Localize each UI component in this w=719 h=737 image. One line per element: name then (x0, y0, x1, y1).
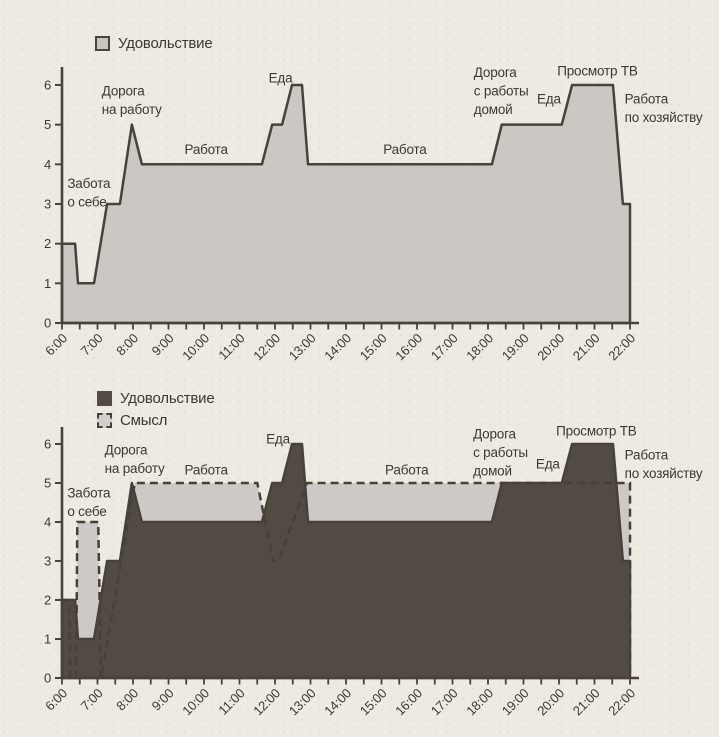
series-Удовольствие-area (62, 85, 630, 323)
series-Удовольствие-area (62, 444, 630, 678)
x-tick-label: 21:00 (569, 330, 603, 364)
x-tick-label: 22:00 (605, 330, 639, 364)
annotation-label: домой (473, 463, 512, 479)
annotation-label: Работа (184, 462, 228, 478)
x-tick-label: 6:00 (42, 330, 71, 359)
legend-label-meaning: Смысл (120, 412, 168, 429)
x-tick-label: 14:00 (321, 685, 355, 719)
annotation-label: Еда (535, 456, 560, 472)
x-tick-label: 18:00 (463, 330, 497, 364)
x-tick-label: 14:00 (321, 330, 355, 364)
y-tick-label: 6 (43, 77, 51, 93)
annotation-label: Работа (624, 91, 669, 107)
x-tick-label: 11:00 (215, 685, 248, 718)
x-tick-label: 17:00 (427, 330, 461, 364)
x-tick-label: 16:00 (392, 685, 426, 719)
annotation-label: с работы (473, 445, 528, 461)
y-tick-label: 1 (43, 631, 51, 647)
x-tick-label: 11:00 (215, 330, 248, 363)
x-tick-label: 9:00 (148, 685, 177, 714)
legend-swatch-meaning-dashed (97, 413, 112, 428)
x-tick-label: 9:00 (148, 330, 177, 359)
x-tick-label: 13:00 (285, 685, 319, 719)
x-tick-label: 20:00 (534, 685, 568, 719)
annotation-label: по хозяйству (624, 466, 703, 482)
x-tick-label: 6:00 (42, 685, 71, 714)
annotation-label: Еда (268, 70, 293, 86)
x-tick-label: 10:00 (179, 685, 213, 719)
pleasure-chart (42, 64, 703, 364)
x-tick-label: 15:00 (356, 685, 390, 719)
legend-pleasure-top (95, 36, 213, 51)
annotation-label: Еда (266, 431, 290, 447)
legend-pleasure-bottom (97, 391, 215, 406)
x-tick-label: 12:00 (250, 330, 284, 364)
annotation-label: Работа (184, 142, 228, 158)
annotation-label: о себе (67, 503, 107, 519)
annotation-label: Забота (67, 485, 111, 501)
y-tick-label: 6 (43, 436, 51, 452)
annotation-label: Дорога (101, 83, 145, 99)
x-tick-label: 19:00 (498, 685, 532, 719)
x-tick-label: 7:00 (77, 685, 106, 714)
legend-swatch-pleasure-light (95, 36, 110, 51)
x-tick-label: 10:00 (179, 330, 213, 364)
y-tick-label: 5 (43, 475, 51, 491)
x-tick-label: 7:00 (77, 330, 106, 359)
x-tick-label: 18:00 (463, 685, 497, 719)
annotation-label: по хозяйству (624, 109, 703, 125)
annotation-label: на работу (104, 461, 165, 477)
legend-label-pleasure: Удовольствие (118, 35, 213, 52)
x-tick-label: 22:00 (605, 685, 639, 719)
y-tick-label: 0 (43, 670, 51, 686)
annotation-label: на работу (101, 101, 162, 117)
annotation-label: домой (473, 101, 513, 117)
x-tick-label: 17:00 (427, 685, 461, 719)
annotation-label: Дорога (104, 442, 148, 458)
annotation-label: Просмотр ТВ (557, 63, 638, 79)
x-tick-label: 13:00 (285, 330, 319, 364)
x-tick-label: 8:00 (113, 330, 142, 359)
x-tick-label: 8:00 (113, 685, 142, 714)
y-tick-label: 2 (43, 236, 51, 252)
annotation-label: о себе (67, 194, 107, 210)
x-tick-label: 19:00 (498, 330, 532, 364)
annotation-label: Дорога (473, 426, 516, 442)
annotation-label: Дорога (473, 64, 517, 80)
y-tick-label: 1 (43, 275, 51, 291)
x-tick-label: 20:00 (534, 330, 568, 364)
y-tick-label: 5 (43, 117, 51, 133)
annotation-label: Работа (383, 142, 427, 158)
annotation-label: Забота (67, 175, 111, 191)
y-tick-label: 4 (43, 514, 51, 530)
legend-label-pleasure-dark: Удовольствие (120, 390, 215, 407)
y-tick-label: 4 (43, 156, 51, 172)
legend-swatch-pleasure-dark (97, 391, 112, 406)
x-tick-label: 15:00 (356, 330, 390, 364)
y-tick-label: 3 (43, 196, 51, 212)
annotation-label: Работа (624, 447, 669, 463)
annotation-label: Работа (385, 462, 429, 478)
y-tick-label: 3 (43, 553, 51, 569)
x-tick-label: 16:00 (392, 330, 426, 364)
pleasure-meaning-chart (42, 423, 703, 718)
x-tick-label: 12:00 (250, 685, 284, 719)
annotation-label: Еда (536, 91, 561, 107)
annotation-label: с работы (473, 83, 529, 99)
y-tick-label: 2 (43, 592, 51, 608)
y-tick-label: 0 (43, 315, 51, 331)
legend-meaning (97, 413, 167, 428)
x-tick-label: 21:00 (569, 685, 603, 719)
annotation-label: Просмотр ТВ (556, 423, 637, 439)
